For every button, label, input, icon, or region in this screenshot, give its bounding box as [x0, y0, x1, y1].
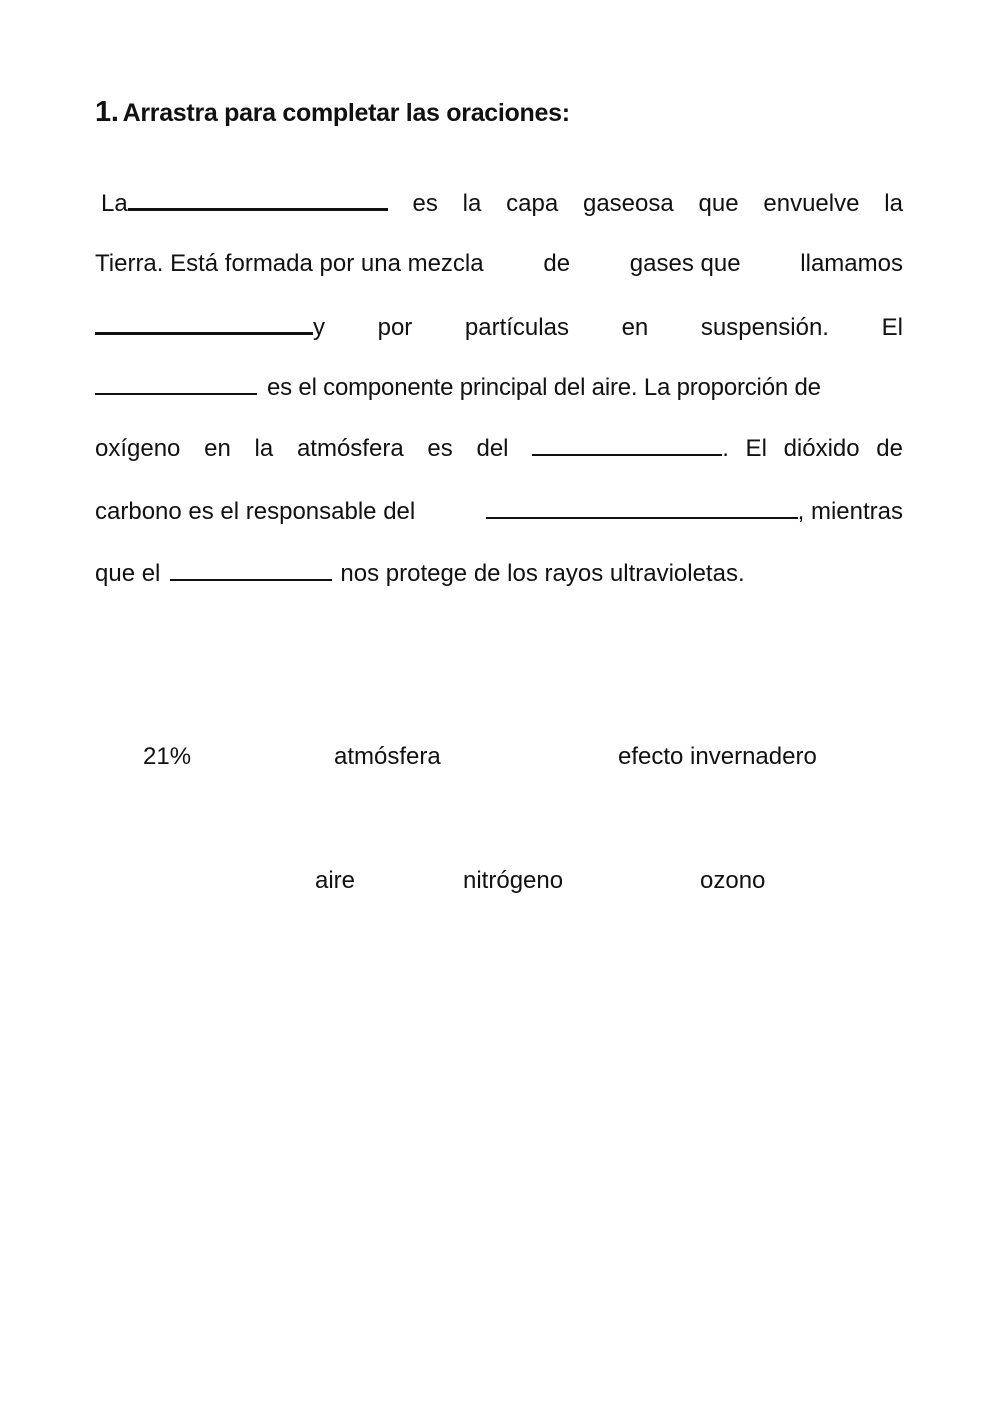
- text-segment: oxígeno: [95, 435, 181, 462]
- drop-blank-6[interactable]: [170, 557, 332, 581]
- text-segment: partículas: [464, 314, 569, 341]
- paragraph-line-2: [95, 248, 903, 280]
- text-segment: El: [881, 314, 903, 341]
- text-segment: carbono es el responsable del: [95, 498, 416, 525]
- drop-blank-5[interactable]: [486, 495, 798, 519]
- text-segment: por: [377, 314, 413, 341]
- drop-blank-3[interactable]: [95, 371, 257, 395]
- text-segment: la: [462, 190, 482, 217]
- text-segment: es: [412, 190, 438, 217]
- text-segment: en: [621, 314, 649, 341]
- drop-blank-1[interactable]: [128, 186, 388, 211]
- text-segment: gaseosa: [582, 190, 674, 217]
- paragraph-line-6: [95, 495, 903, 527]
- text-segment: la: [254, 435, 274, 462]
- draggable-word[interactable]: ozono: [700, 867, 766, 894]
- paragraph-line-3: [95, 310, 903, 342]
- text-segment: es: [427, 435, 453, 462]
- text-segment: envuelve: [763, 190, 860, 217]
- text-segment: es el componente principal del aire. La proporción de: [267, 374, 821, 401]
- draggable-word[interactable]: atmósfera: [334, 743, 441, 770]
- text-segment: atmósfera: [296, 435, 404, 462]
- draggable-word[interactable]: aire: [315, 867, 356, 894]
- draggable-word[interactable]: nitrógeno: [463, 867, 564, 894]
- drop-blank-2[interactable]: [95, 310, 313, 335]
- text-segment: Tierra. Está formada por una mezcla: [95, 250, 484, 277]
- exercise-number: 1.: [95, 96, 119, 128]
- text-segment: , mientras: [797, 498, 903, 525]
- draggable-word[interactable]: efecto invernadero: [618, 743, 817, 770]
- text-segment: del: [476, 435, 509, 462]
- text-segment: la: [884, 190, 903, 217]
- text-segment: que: [698, 190, 739, 217]
- text-segment: y: [313, 314, 325, 341]
- draggable-word[interactable]: 21%: [143, 743, 192, 770]
- text-segment: capa: [506, 190, 559, 217]
- paragraph-line-5: [95, 432, 903, 464]
- paragraph-line-4: [95, 371, 903, 403]
- text-segment: La: [101, 190, 128, 217]
- text-segment: que el: [95, 560, 161, 587]
- text-segment: de: [543, 250, 571, 277]
- paragraph-line-7: [95, 557, 903, 589]
- text-segment: gases que: [629, 250, 741, 277]
- paragraph-line-1: [95, 186, 903, 218]
- text-segment: suspensión.: [700, 314, 829, 341]
- text-segment: en: [204, 435, 231, 462]
- text-segment: . El dióxido de: [722, 435, 903, 462]
- exercise-instruction: Arrastra para completar las oraciones:: [122, 99, 570, 127]
- text-segment: nos protege de los rayos ultravioletas.: [340, 560, 745, 587]
- text-segment: llamamos: [800, 250, 903, 277]
- exercise-title: [95, 96, 570, 129]
- drop-blank-4[interactable]: [532, 432, 722, 456]
